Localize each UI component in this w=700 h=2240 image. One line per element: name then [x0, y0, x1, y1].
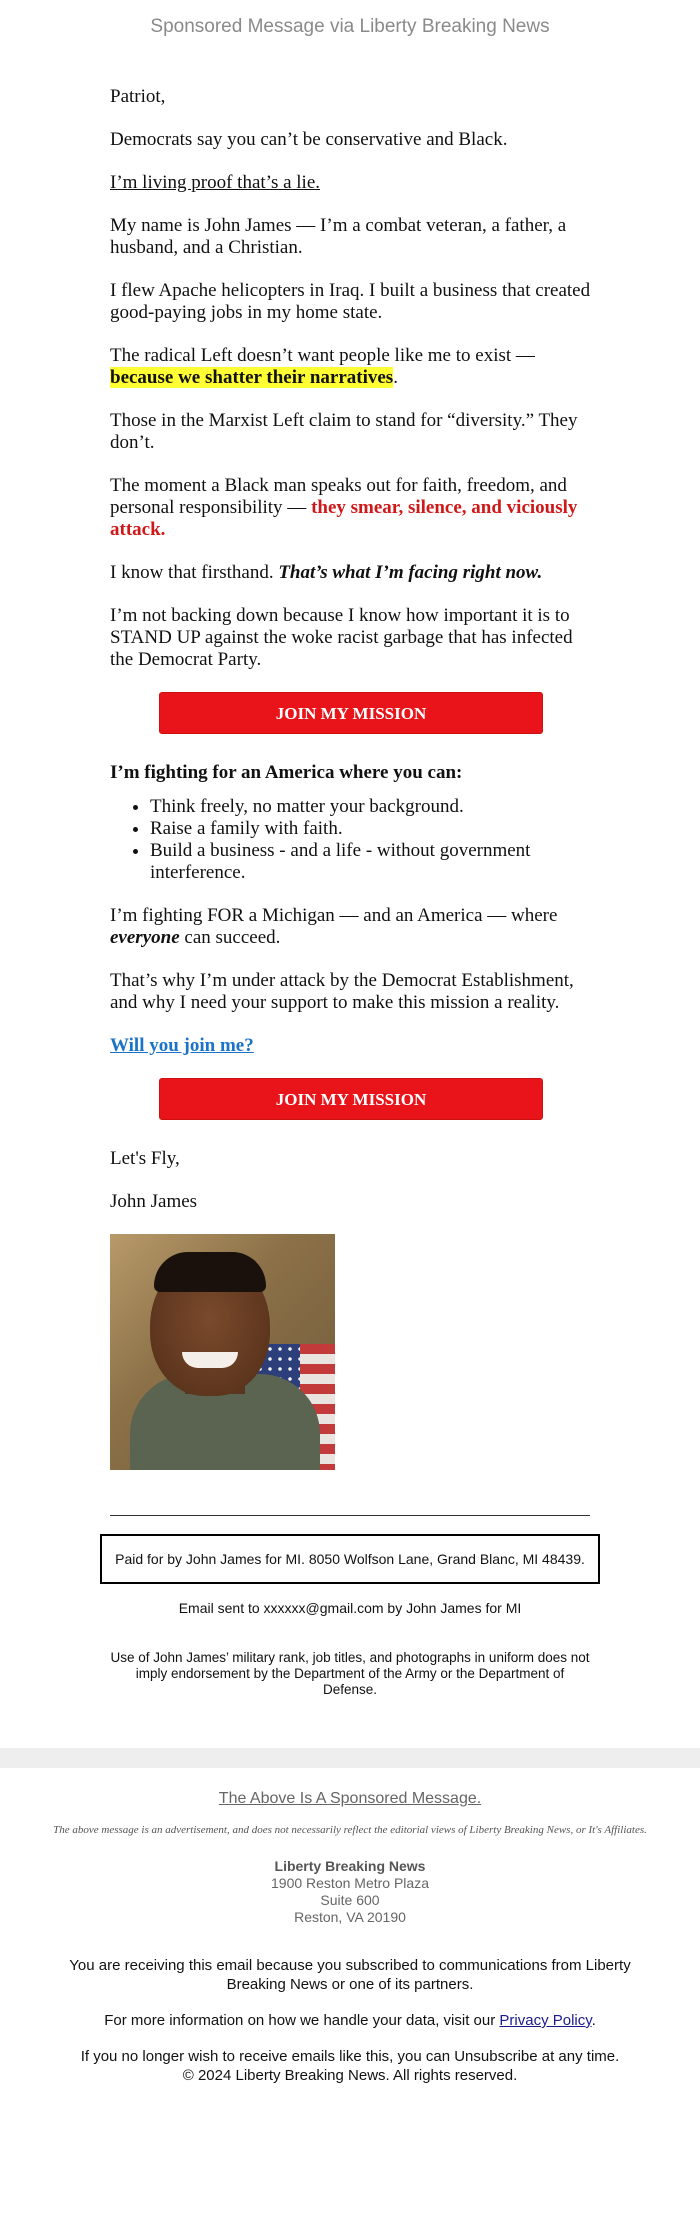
- address-line-3: Reston, VA 20190: [294, 1909, 406, 1925]
- p7-text: The moment a Black man speaks out for faith, freedom, and personal responsibility —: [110, 475, 567, 518]
- italic-emphasis: everyone: [110, 927, 180, 948]
- p5-text: The radical Left doesn’t want people like me to exist —: [110, 345, 535, 366]
- red-emphasis: they smear, silence, and viciously attack.: [110, 497, 578, 540]
- data-info: [0, 2012, 700, 2029]
- paragraph-4: I flew Apache helicopters in Iraq. I built a business that created good-paying jobs in my home state.: [110, 280, 591, 323]
- hair: [154, 1252, 266, 1292]
- bold-italic-emphasis: That’s what I’m facing right now.: [278, 562, 543, 583]
- paragraph-10: [110, 905, 592, 949]
- privacy-policy-link[interactable]: Privacy Policy: [499, 2012, 592, 2029]
- cta-wrap-1: [110, 692, 592, 734]
- address-line-1: 1900 Reston Metro Plaza: [271, 1875, 429, 1891]
- signoff: Let's Fly,: [110, 1148, 180, 1169]
- sponsored-notice-link[interactable]: The Above Is A Sponsored Message.: [218, 1790, 482, 1807]
- join-mission-button-2[interactable]: JOIN MY MISSION: [159, 1078, 543, 1120]
- email-sent-note: Email sent to xxxxxx@gmail.com by John James for MI: [178, 1600, 522, 1616]
- list-item: • Raise a family with faith.: [150, 818, 592, 840]
- paid-for-box: Paid for by John James for MI. 8050 Wolfson Lane, Grand Blanc, MI 48439.: [100, 1534, 600, 1584]
- portrait-photo: [110, 1234, 335, 1470]
- footer: [0, 1790, 700, 2085]
- highlighted-text: because we shatter their narratives: [110, 367, 394, 388]
- sponsor-header: Sponsored Message via Liberty Breaking News: [150, 16, 550, 37]
- paragraph-9: I’m not backing down because I know how important it is to STAND UP against the woke racist garbage that has infected the Democrat Party.: [110, 605, 573, 670]
- paragraph-2: [110, 172, 592, 194]
- paragraph-11: That’s why I’m under attack by the Democrat Establishment, and why I need your support to make this mission a reality.: [110, 970, 574, 1013]
- list-item: • Think freely, no matter your background.: [150, 796, 592, 818]
- unsubscribe-notice: [0, 2047, 700, 2085]
- join-paragraph: [110, 1035, 592, 1057]
- p10-end: can succeed.: [179, 927, 281, 948]
- military-disclaimer: Use of John James’ military rank, job titles, and photographs in uniform does not imply endorsement by the Department of the Army or the Department of Defense.: [110, 1650, 590, 1697]
- address-line-2: Suite 600: [320, 1892, 380, 1908]
- paragraph-8: [110, 562, 592, 584]
- p5-end: .: [393, 367, 398, 388]
- publisher-name: Liberty Breaking News: [274, 1858, 426, 1874]
- join-me-link[interactable]: Will you join me?: [110, 1035, 254, 1056]
- publisher-address: [0, 1858, 700, 1926]
- paragraph-3: My name is John James — I’m a combat veteran, a father, a husband, and a Christian.: [110, 215, 567, 258]
- smile: [182, 1352, 238, 1368]
- fighting-list: [150, 796, 592, 884]
- copyright: © 2024 Liberty Breaking News. All rights reserved.: [182, 2067, 518, 2084]
- letter-body: [110, 86, 592, 1470]
- join-mission-button[interactable]: JOIN MY MISSION: [159, 692, 543, 734]
- paragraph-1: Democrats say you can’t be conservative and Black.: [110, 129, 508, 150]
- unsubscribe-text: If you no longer wish to receive emails like this, you can Unsubscribe at any time.: [80, 2048, 620, 2065]
- p10-text: I’m fighting FOR a Michigan — and an America — where: [110, 905, 558, 926]
- p8-text: I know that firsthand.: [110, 562, 279, 583]
- signature: John James: [110, 1191, 198, 1212]
- underlined-claim: I’m living proof that’s a lie.: [110, 172, 321, 193]
- greeting: Patriot,: [110, 86, 166, 107]
- paragraph-6: Those in the Marxist Left claim to stand for “diversity.” They don’t.: [110, 410, 578, 453]
- info-suffix: .: [591, 2012, 596, 2029]
- footer-separator: [0, 1748, 700, 1768]
- fighting-heading: I’m fighting for an America where you can:: [110, 762, 463, 783]
- list-item: • Build a business - and a life - without government interference.: [150, 840, 592, 884]
- paragraph-7: [110, 475, 592, 541]
- subscription-notice: You are receiving this email because you subscribed to communications from Liberty Breaking News or one of its partners.: [69, 1957, 631, 1993]
- info-prefix: For more information on how we handle your data, visit our: [104, 2012, 500, 2029]
- ad-notice: The above message is an advertisement, and does not necessarily reflect the editorial views of Liberty Breaking News, or It's Affiliates.: [53, 1824, 647, 1836]
- paragraph-5: [110, 345, 592, 389]
- divider: [110, 1515, 590, 1516]
- cta-wrap-2: [110, 1078, 592, 1120]
